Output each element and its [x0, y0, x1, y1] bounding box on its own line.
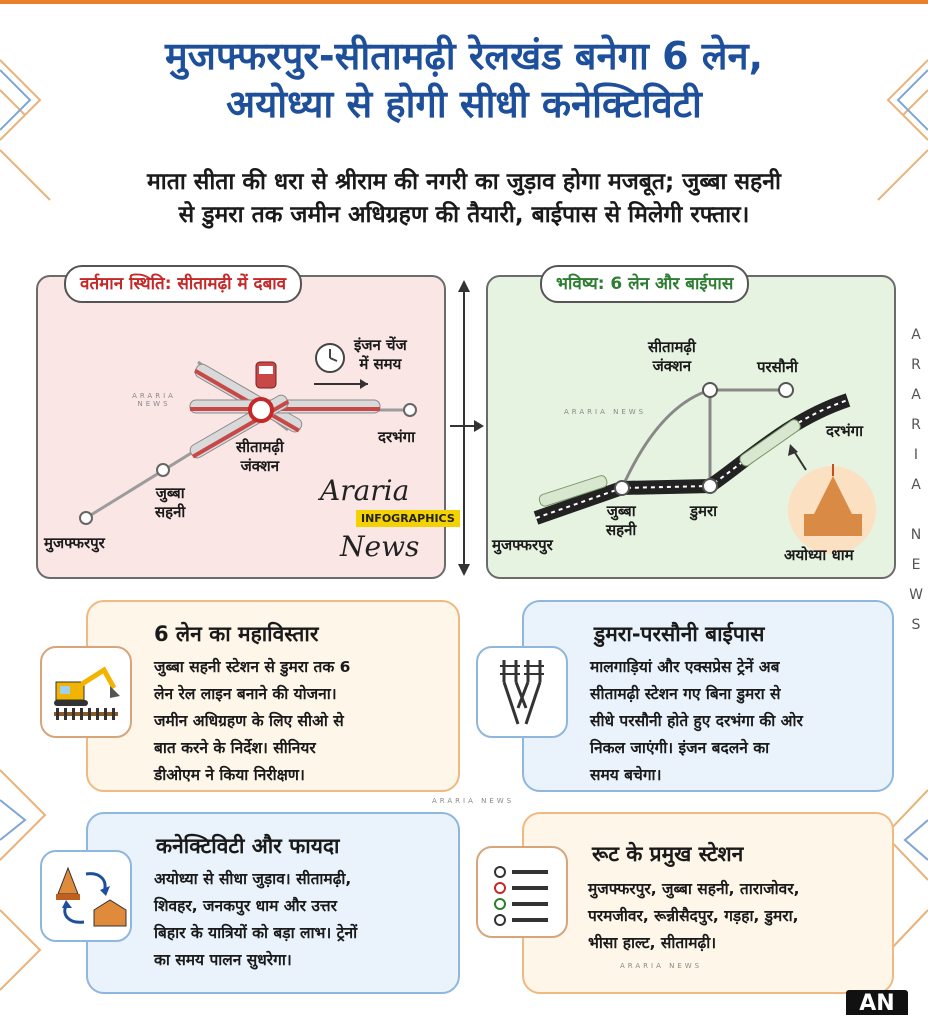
- future-ayodhya-label: अयोध्या धाम: [784, 546, 854, 564]
- current-sitamarhi-label: सीतामढ़ी जंक्शन: [236, 438, 284, 475]
- card-bypass-title: डुमरा-परसौनी बाईपास: [594, 622, 765, 646]
- page-subtitle: माता सीता की धरा से श्रीराम की नगरी का जुड़ाव होगा मजबूत; जुब्बा सहनी से डुमरा तक जमीन अधिग्रहण की तैयारी, बाईपास से मिलेगी रफ्तार।: [147, 169, 781, 228]
- future-darbhanga-label: दरभंगा: [826, 422, 863, 440]
- future-parsauni-label: परसौनी: [757, 358, 798, 376]
- watermark-bottom: ARARIA NEWS: [620, 962, 703, 970]
- current-muzaffarpur-label: मुजफ्फरपुर: [44, 534, 105, 552]
- watermark-right-panel: ARARIA NEWS: [564, 408, 647, 416]
- future-muzaffarpur-label: मुजफ्फरपुर: [492, 536, 553, 554]
- future-heading: भविष्य: 6 लेन और बाईपास: [540, 265, 749, 303]
- excavator-icon: [40, 646, 132, 738]
- card-bypass-body: मालगाड़ियां और एक्सप्रेस ट्रेनें अब सीतामढ़ी स्टेशन गए बिना डुमरा से सीधे परसौनी होते हुए दरभंगा की ओर निकल जाएंगी। इंजन बदलने का समय बचेगा।: [590, 658, 803, 784]
- watermark-center: ARARIA NEWS: [432, 797, 515, 805]
- card-six-lane-title: 6 लेन का महाविस्तार: [154, 622, 319, 646]
- card-stations-title: रूट के प्रमुख स्टेशन: [592, 842, 744, 866]
- track-split-icon: [476, 646, 568, 738]
- current-jubba-label: जुब्बा सहनी: [155, 484, 186, 521]
- card-stations-body: मुजफ्फरपुर, जुब्बा सहनी, ताराजोवर, परमजीवर, रून्नीसैदपुर, गड़हा, डुमरा, भीसा हाल्ट, सीतामढ़ी।: [588, 880, 800, 952]
- station-list-icon: [476, 846, 568, 938]
- card-connectivity-title: कनेक्टिविटी और फायदा: [156, 834, 340, 858]
- side-watermark: A R A R I A N E W S: [909, 327, 923, 633]
- engine-change-label: इंजन चेंज में समय: [354, 336, 407, 373]
- future-dumra-label: डुमरा: [690, 502, 718, 520]
- current-situation-heading: वर्तमान स्थिति: सीतामढ़ी में दबाव: [64, 265, 302, 303]
- card-connectivity-body: अयोध्या से सीधा जुड़ाव। सीतामढ़ी, शिवहर, जनकपुर धाम और उत्तर बिहार के यात्रियों को बड़ा लाभ। ट्रेनों का समय पालन सुधरेगा।: [154, 870, 358, 969]
- temples-exchange-icon: [40, 850, 132, 942]
- corner-logo: AN: [846, 990, 908, 1015]
- watermark-left-panel: ARARIA NEWS: [132, 392, 176, 408]
- top-accent-bar: [0, 0, 928, 4]
- araria-news-logo: Araria INFOGRAPHICS News: [300, 474, 450, 574]
- transition-arrows: [446, 278, 486, 578]
- page-title: मुजफ्फरपुर-सीतामढ़ी रेलखंड बनेगा 6 लेन, अयोध्या से होगी सीधी कनेक्टिविटी: [164, 34, 764, 126]
- future-sitamarhi-label: सीतामढ़ी जंक्शन: [648, 338, 696, 375]
- future-jubba-label: जुब्बा सहनी: [606, 502, 637, 539]
- current-darbhanga-label: दरभंगा: [378, 428, 415, 446]
- card-six-lane-body: जुब्बा सहनी स्टेशन से डुमरा तक 6 लेन रेल लाइन बनाने की योजना। जमीन अधिग्रहण के लिए सीओ से बात करने के निर्देश। सीनियर डीओएम ने किया निरीक्षण।: [154, 658, 351, 784]
